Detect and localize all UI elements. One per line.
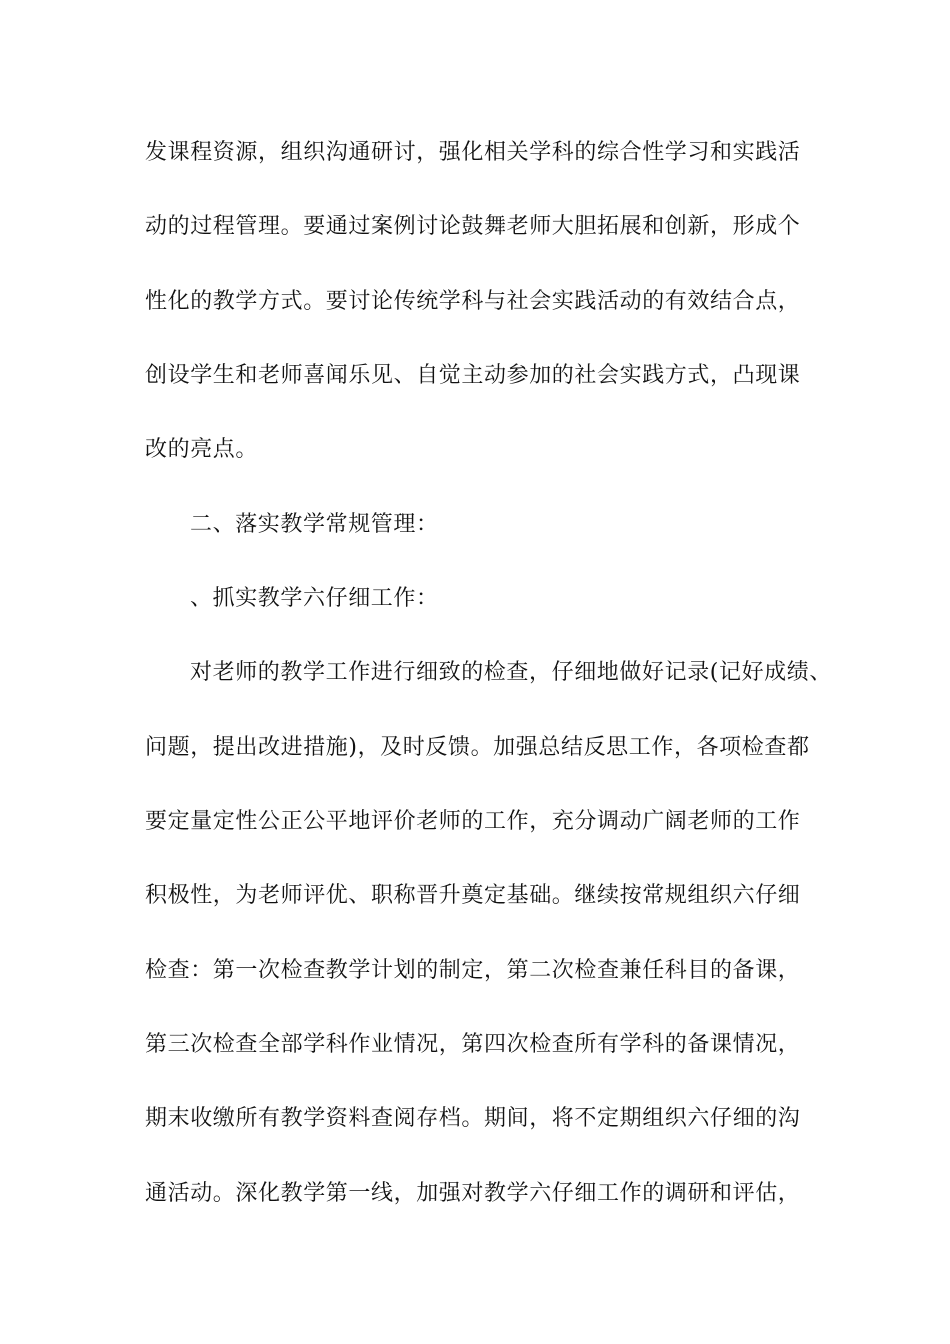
paragraph-line: 动的过程管理。要通过案例讨论鼓舞老师大胆拓展和创新，形成个 bbox=[145, 214, 801, 239]
paragraph-line: 对老师的教学工作进行细致的检查，仔细地做好记录(记好成绩、 bbox=[190, 660, 832, 685]
paragraph-line: 期末收缴所有教学资料查阅存档。期间，将不定期组织六仔细的沟 bbox=[145, 1106, 801, 1131]
paragraph-line: 检查：第一次检查教学计划的制定，第二次检查兼任科目的备课， bbox=[145, 958, 801, 983]
paragraph-line: 创设学生和老师喜闻乐见、自觉主动参加的社会实践方式，凸现课 bbox=[145, 363, 801, 388]
paragraph-line: 通活动。深化教学第一线，加强对教学六仔细工作的调研和评估， bbox=[145, 1181, 801, 1206]
section-heading: 二、落实教学常规管理： bbox=[190, 512, 439, 537]
paragraph-line: 第三次检查全部学科作业情况，第四次检查所有学科的备课情况， bbox=[145, 1032, 801, 1057]
paragraph-line: 改的亮点。 bbox=[145, 437, 259, 462]
subsection-heading: 、抓实教学六仔细工作： bbox=[190, 586, 439, 611]
paragraph-line: 问题，提出改进措施)，及时反馈。加强总结反思工作，各项检查都 bbox=[145, 735, 810, 760]
paragraph-line: 性化的教学方式。要讨论传统学科与社会实践活动的有效结合点， bbox=[145, 289, 801, 314]
paragraph-line: 发课程资源，组织沟通研讨，强化相关学科的综合性学习和实践活 bbox=[145, 140, 801, 165]
paragraph-line: 要定量定性公正公平地评价老师的工作，充分调动广阔老师的工作 bbox=[145, 809, 801, 834]
paragraph-line: 积极性，为老师评优、职称晋升奠定基础。继续按常规组织六仔细 bbox=[145, 883, 801, 908]
